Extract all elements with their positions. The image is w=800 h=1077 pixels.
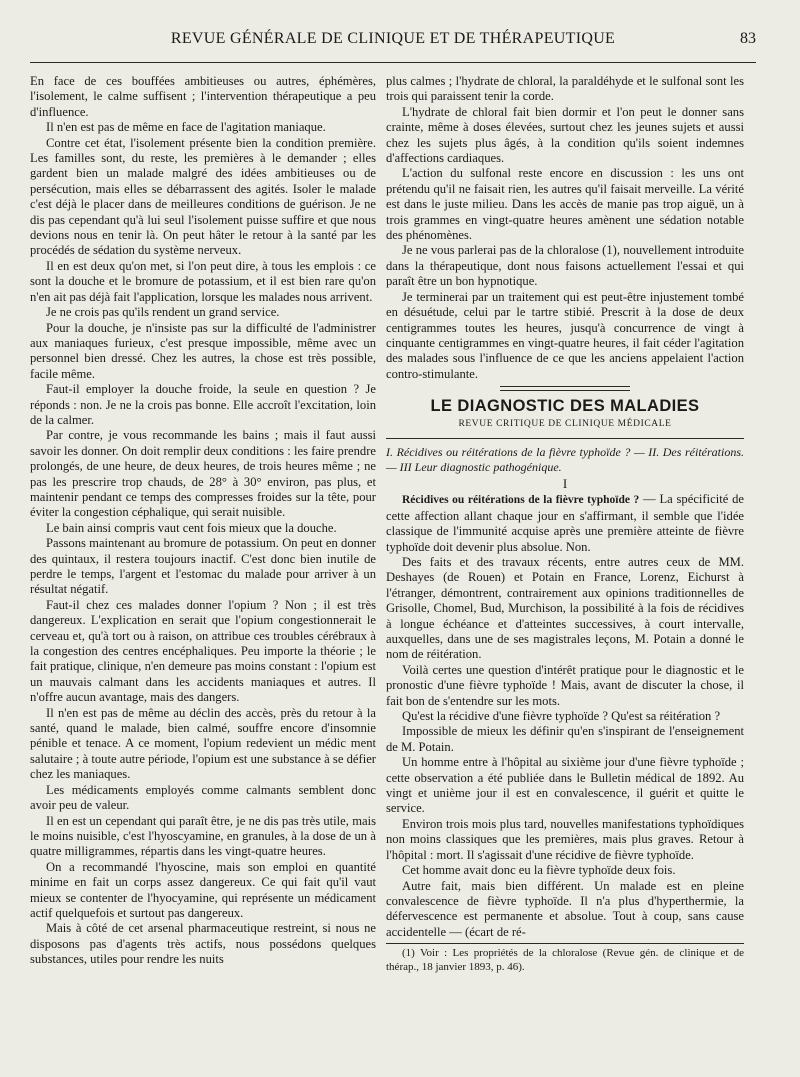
header-rule bbox=[30, 62, 756, 63]
paragraph: Il n'en est pas de même au déclin des accès, près du retour à la santé, quand le malade, bien calmé, souffre encore d'insomnie pénible et tenace. A ce moment, l'opium redevient un médic ment salutaire ; à toute autre période, l'opium est une substance à se défier chez les maniaques. bbox=[30, 705, 376, 782]
paragraph: plus calmes ; l'hydrate de chloral, la paraldéhyde et le sulfonal sont les trois qui paraissent tenir la corde. bbox=[386, 74, 744, 104]
paragraph: On a recommandé l'hyoscine, mais son emploi en quantité minime en fait un corps assez dangereux. Ce qui fait qu'il vaut mieux se contenter de l'hyocyamine, qui représente un médicament actif quelquefois et surtout pas dangereux. bbox=[30, 859, 376, 920]
article-title: LE DIAGNOSTIC DES MALADIES bbox=[430, 397, 700, 416]
paragraph: Environ trois mois plus tard, nouvelles manifestations typhoïdiques non moins classiques que les premières, mais plus graves. Retour à l'hôpital : mort. Il s'agissait d'une récidive de fièvre typhoïde. bbox=[386, 816, 744, 862]
section-lead: Récidives ou réitérations de la fièvre typhoïde ? bbox=[402, 494, 640, 507]
paragraph: Les médicaments employés comme calmants semblent donc avoir peu de valeur. bbox=[30, 782, 376, 813]
section-divider bbox=[500, 386, 630, 391]
paragraph: Qu'est la récidive d'une fièvre typhoïde ? Qu'est sa réitération ? bbox=[402, 709, 721, 724]
paragraph: En face de ces bouffées ambitieuses ou autres, éphémères, l'isolement, le calme suffisent ; l'intervention thérapeutique a peu d'influence. bbox=[30, 74, 376, 119]
paragraph: Contre cet état, l'isolement présente bien la condition première. Les familles sont, du reste, les premières à le demander ; elles gardent bien un malade malgré des idées ambitieuses ou de persécution, mais elles se débarrassent des agités. Isoler le malade c'est déjà le placer dans de meilleures conditions de guérison. Je ne dis pas cependant qu'à lui seul l'isolement puisse suffire et que nous devions nous en tenir là. On peut hâter le retour à la santé par les procédés de sédation du système nerveux. bbox=[30, 135, 376, 258]
paragraph: Autre fait, mais bien différent. Un malade est en pleine convalescence de fièvre typhoïde. Il n'a plus d'hyperthermie, la défervescence est permanente et absolue. Tout à coup, sans cause accidentelle — (écart de ré- bbox=[386, 878, 744, 939]
footnote: (1) Voir : Les propriétés de la chloralose (Revue gén. de clinique et de thérap., 18 janvier 1893, p. 46). bbox=[386, 947, 744, 973]
section-numeral: I bbox=[562, 475, 568, 491]
title-rule bbox=[386, 438, 744, 439]
paragraph: Je ne crois pas qu'ils rendent un grand service. bbox=[46, 305, 280, 320]
paragraph: Par contre, je vous recommande les bains ; mais il faut aussi savoir les donner. On doit remplir deux conditions : les faire prendre prolongés, de une heure, de deux heures, de trois heures même ; ne pas les prescrire trop chauds, de 28° à 30° environ, pas plus, et maintenir pendant ce temps des compresses froides sur la tête, pour éviter la congestion céphalique, qui serait nuisible. bbox=[30, 428, 376, 520]
paragraph: Impossible de mieux les définir qu'en s'inspirant de l'enseignement de M. Potain. bbox=[386, 724, 744, 754]
paragraph: Il n'en est pas de même en face de l'agitation maniaque. bbox=[46, 120, 326, 135]
left-column bbox=[30, 74, 376, 968]
paragraph: Mais à côté de cet arsenal pharmaceutique restreint, si nous ne disposons pas d'agents très actifs, nous possédons quelques substances, utiles pour rendre les nuits bbox=[30, 921, 376, 967]
paragraph: Des faits et des travaux récents, entre autres ceux de MM. Deshayes (de Rouen) et Potain en France, Lorenz, Eichurst à l'étranger, démontrent, contrairement aux opinions traditionnelles de Grisolle, Chomel, Bud, Murchison, la possibilité à la fois de récidives à longue échéance et d'atteintes successives, à court intervalle, auxquelles, dans une de ses magistrales leçons, M. Potain a donné le nom de réitération. bbox=[386, 554, 744, 662]
article-toc: I. Récidives ou réitérations de la fièvre typhoïde ? — II. Des réitérations. — III Leur diagnostic pathogénique. bbox=[386, 444, 744, 474]
running-title: REVUE GÉNÉRALE DE CLINIQUE ET DE THÉRAPEUTIQUE bbox=[170, 30, 616, 47]
paragraph bbox=[386, 492, 744, 555]
paragraph: Il en est un cependant qui paraît être, je ne dis pas très utile, mais le moins nuisible, c'est l'hyoscyamine, en granules, à la dose de un à quatre milligrammes, répartis dans les vingt-quatre heures. bbox=[30, 813, 376, 859]
paragraph: Passons maintenant au bromure de potassium. On peut en donner des quintaux, il restera toujours inactif. C'est donc bien inutile de perdre le temps, l'argent et l'estomac du malade pour arriver à un résultat négatif. bbox=[30, 536, 376, 597]
paragraph: Un homme entre à l'hôpital au sixième jour d'une fièvre typhoïde ; cette observation a été publiée dans le Bulletin médical de 1892. Au vingt et unième jour il est en convalescence, il guérit et quitte le service. bbox=[386, 755, 744, 816]
paragraph: Faut-il chez ces malades donner l'opium ? Non ; il est très dangereux. L'explication en serait que l'opium congestionnerait le cerveau et, qu'à tort ou à raison, on attribue ces troubles cérébraux à la congestion des centres encéphaliques. Peu importe la théorie ; le fait pratique, clinique, n'en demeure pas moins constant : l'opium est un mauvais calmant dans les accidents maniaques et autres. Il n'offre aucun avantage, mais des dangers. bbox=[30, 597, 376, 705]
paragraph: Je ne vous parlerai pas de la chloralose (1), nouvellement introduite dans la thérapeutique, dont nous faisons actuellement l'essai et qui paraît être un bon hypnotique. bbox=[386, 243, 744, 289]
paragraph: Voilà certes une question d'intérêt pratique pour le diagnostic et le pronostic d'une fièvre typhoïde ! Mais, avant de discuter la chose, il fait bon de s'entendre sur les mots. bbox=[386, 662, 744, 708]
running-head bbox=[30, 30, 756, 54]
right-column bbox=[386, 74, 744, 974]
paragraph: Le bain ainsi compris vaut cent fois mieux que la douche. bbox=[46, 520, 337, 535]
footnote-rule bbox=[386, 943, 744, 944]
paragraph: L'action du sulfonal reste encore en discussion : les uns ont prétendu qu'il ne faisait rien, les autres qu'il faisait merveille. La vérité est dans le juste milieu. Dans les accès de manie pas trop aiguë, un à trois grammes en vingt-quatre heures amènent une sédation notable des phénomènes. bbox=[386, 166, 744, 243]
page-number: 83 bbox=[740, 30, 756, 47]
paragraph: Pour la douche, je n'insiste pas sur la difficulté de l'administrer aux maniaques furieux, c'est presque impossible, même avec un personnel bien dressé. Chez les autres, la chose est très possible, facile même. bbox=[30, 320, 376, 381]
paragraph: Je terminerai par un traitement qui est peut-être injustement tombé en désuétude, celui par le tartre stibié. Prescrit à la dose de deux centigrammes toutes les heures, jusqu'à concurrence de vingt à cinquante centigrammes en vingt-quatre heures, il fait céder l'agitation des malades sous l'influence de ce que les anciens appelaient l'action contro-stimulante. bbox=[386, 289, 744, 381]
paragraph-text: — La spécificité de cette affection allant chaque jour en s'affirmant, il semble que l'idée classique de l'immunité acquise après une première atteinte de fièvre typhoïde doit devenir plus absolue. Non. bbox=[386, 492, 744, 554]
paragraph: Faut-il employer la douche froide, la seule en question ? Je réponds : non. Je ne la crois pas bonne. Elle accroît l'excitation, loin de la calmer. bbox=[30, 382, 376, 427]
paragraph: L'hydrate de chloral fait bien dormir et l'on peut le donner sans crainte, même à doses élevées, surtout chez les jeunes sujets et aussi chez les sujets plus âgés, à la condition qu'ils soient indemnes d'affections cardiaques. bbox=[386, 104, 744, 166]
paragraph: Il en est deux qu'on met, si l'on peut dire, à tous les emplois : ce sont la douche et le bromure de potassium, et il est bien rare qu'on n'en ait pas déjà fait l'application, lorsque les malades nous arrivent. bbox=[30, 258, 376, 304]
article-subtitle: REVUE CRITIQUE DE CLINIQUE MÉDICALE bbox=[458, 418, 672, 429]
paragraph: Cet homme avait donc eu la fièvre typhoïde deux fois. bbox=[402, 863, 676, 878]
